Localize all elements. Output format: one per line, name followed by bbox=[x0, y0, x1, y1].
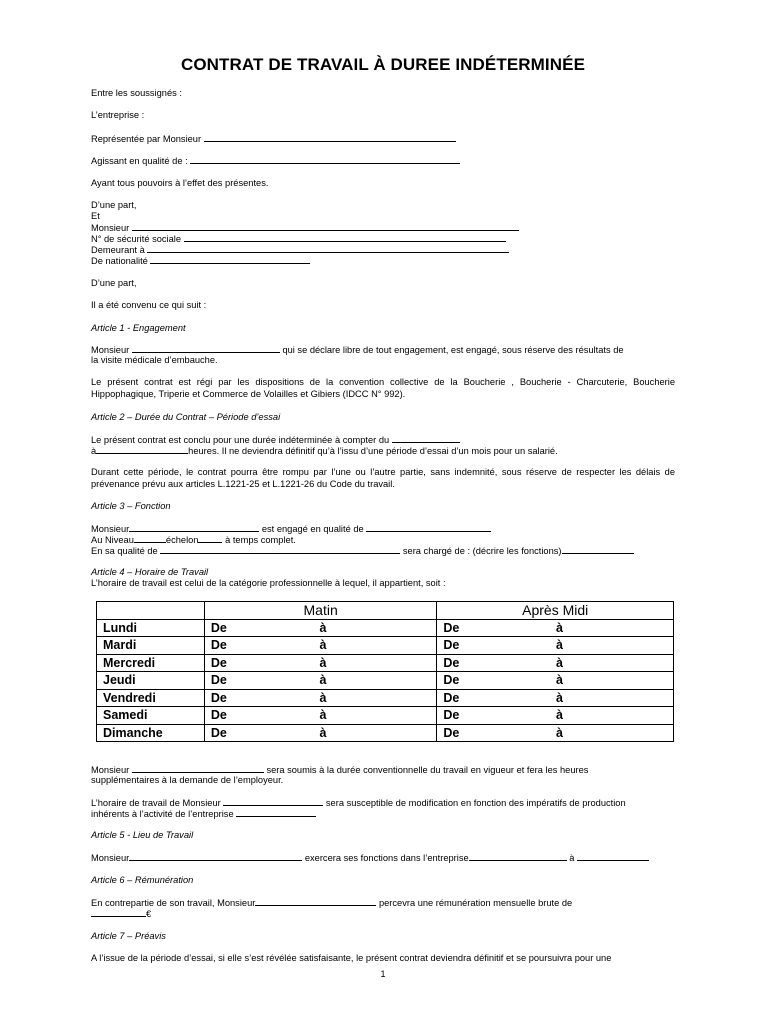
article4-monsieur: Monsieur bbox=[91, 765, 130, 775]
article2-line2 bbox=[91, 445, 558, 457]
article3-niveau-blank bbox=[134, 534, 166, 543]
article4-p2-line2 bbox=[91, 808, 316, 820]
article4-horaire-monsieur: L’horaire de travail de Monsieur bbox=[91, 798, 221, 808]
article3-charge: sera chargé de : (décrire les fonctions) bbox=[402, 546, 562, 556]
article3-desc-blank bbox=[562, 545, 634, 554]
article2-date-blank bbox=[392, 434, 460, 443]
schedule-day: Vendredi bbox=[97, 689, 205, 707]
agissant-label: Agissant en qualité de : bbox=[91, 156, 188, 166]
article4-p2-text: sera susceptible de modification en fonction des impératifs de production bbox=[325, 798, 626, 808]
schedule-apres-midi-cell[interactable]: De à bbox=[437, 619, 674, 637]
intro-convenu: Il a été convenu ce qui suit : bbox=[91, 300, 207, 310]
article5-a: à bbox=[569, 853, 575, 863]
schedule-row-mardi bbox=[97, 637, 674, 655]
schedule-apres-midi-cell[interactable]: De à bbox=[437, 689, 674, 707]
schedule-day: Mardi bbox=[97, 637, 205, 655]
representee-label: Représentée par Monsieur bbox=[91, 134, 202, 144]
secu-blank bbox=[184, 233, 506, 242]
article3-echelon: échelon bbox=[165, 535, 199, 545]
intro-pouvoirs: Ayant tous pouvoirs à l’effet des présentes. bbox=[91, 178, 269, 188]
article2-rupture: Durant cette période, le contrat pourra être rompu par l’une ou l’autre partie, sans indemnité, sous réserve de respecter les délais de prévenance prévu aux articles L.1221-25 et L.1221-26 du Code du travail. bbox=[91, 467, 675, 489]
article6-name-blank bbox=[255, 897, 376, 906]
article5-entreprise-blank bbox=[469, 852, 567, 861]
schedule-row-lundi bbox=[97, 619, 674, 637]
article1-convention: Le présent contrat est régi par les dispositions de la convention collective de la Boucherie , Boucherie - Charcuterie, Boucherie Hippophagique, Triperie et Commerce de Volailles et Gibiers (IDCC N° 992). bbox=[91, 377, 675, 399]
nationalite-blank bbox=[150, 255, 310, 264]
schedule-day: Jeudi bbox=[97, 672, 205, 690]
monsieur-blank bbox=[132, 222, 519, 231]
schedule-day: Dimanche bbox=[97, 724, 205, 742]
article1-line1-text: qui se déclare libre de tout engagement, est engagé, sous réserve des résultats de bbox=[282, 345, 624, 355]
article3-line3 bbox=[91, 545, 634, 557]
schedule-apres-midi-cell[interactable]: De à bbox=[437, 724, 674, 742]
article4-horaire-blank bbox=[223, 797, 323, 806]
representee-blank bbox=[204, 133, 456, 142]
article5-text: exercera ses fonctions dans l’entreprise bbox=[304, 853, 469, 863]
article5-lieu-blank bbox=[577, 852, 649, 861]
intro-entreprise: L’entreprise : bbox=[91, 110, 145, 120]
schedule-header-matin: Matin bbox=[204, 602, 437, 620]
intro-dune-part-1: D’une part, bbox=[91, 200, 137, 210]
schedule-matin-cell[interactable]: De à bbox=[204, 672, 437, 690]
schedule-table bbox=[96, 601, 674, 742]
article6-line2 bbox=[91, 908, 151, 920]
article1-monsieur: Monsieur bbox=[91, 345, 130, 355]
schedule-matin-cell[interactable]: De à bbox=[204, 689, 437, 707]
article1-line2: la visite médicale d’embauche. bbox=[91, 355, 218, 365]
demeurant-label: Demeurant à bbox=[91, 245, 145, 255]
agissant-blank bbox=[190, 155, 460, 164]
schedule-day: Mercredi bbox=[97, 654, 205, 672]
article3-echelon-blank bbox=[198, 534, 222, 543]
article5-name-blank bbox=[129, 852, 302, 861]
article2-line1-text: Le présent contrat est conclu pour une durée indéterminée à compter du bbox=[91, 435, 390, 445]
schedule-row-samedi bbox=[97, 707, 674, 725]
intro-representee bbox=[91, 133, 456, 145]
nationalite-label: De nationalité bbox=[91, 256, 148, 266]
article2-line2-text: heures. Il ne deviendra définitif qu’à l’issu d’une période d’essai d’un mois pour un salarié. bbox=[188, 446, 558, 456]
article4-heading: Article 4 – Horaire de Travail bbox=[91, 567, 209, 577]
article7-heading: Article 7 – Préavis bbox=[91, 931, 166, 941]
intro-dune-part-2: D’une part, bbox=[91, 278, 137, 288]
article5-monsieur: Monsieur bbox=[91, 853, 130, 863]
article6-amount-blank bbox=[91, 908, 146, 917]
intro-et: Et bbox=[91, 211, 100, 221]
article3-qualite: est engagé en qualité de bbox=[261, 524, 364, 534]
article4-entreprise-blank bbox=[236, 808, 316, 817]
schedule-matin-cell[interactable]: De à bbox=[204, 724, 437, 742]
schedule-matin-cell[interactable]: De à bbox=[204, 619, 437, 637]
article7-line1: A l’issue de la période d’essai, si elle s’est révélée satisfaisante, le présent contrat deviendra définitif et se poursuivra pour une bbox=[91, 953, 612, 963]
schedule-matin-cell[interactable]: De à bbox=[204, 637, 437, 655]
schedule-header-apres-midi: Après Midi bbox=[437, 602, 674, 620]
page-title: CONTRAT DE TRAVAIL À DUREE INDÉTERMINÉE bbox=[180, 55, 586, 74]
article3-name-blank bbox=[129, 523, 259, 532]
article6-line1 bbox=[91, 897, 572, 909]
schedule-apres-midi-cell[interactable]: De à bbox=[437, 672, 674, 690]
intro-agissant bbox=[91, 155, 460, 167]
schedule-matin-cell[interactable]: De à bbox=[204, 654, 437, 672]
article6-remuneration: percevra une rémunération mensuelle brute de bbox=[378, 898, 573, 908]
schedule-apres-midi-cell[interactable]: De à bbox=[437, 654, 674, 672]
schedule-row-jeudi bbox=[97, 672, 674, 690]
schedule-matin-cell[interactable]: De à bbox=[204, 707, 437, 725]
article6-text: En contrepartie de son travail, Monsieur bbox=[91, 898, 256, 908]
monsieur-label: Monsieur bbox=[91, 223, 130, 233]
intro-nationalite bbox=[91, 255, 310, 267]
article1-blank bbox=[132, 344, 280, 353]
article2-a: à bbox=[91, 446, 97, 456]
article3-temps: à temps complet. bbox=[225, 535, 296, 545]
article5-line1 bbox=[91, 852, 649, 864]
article3-niveau: Au Niveau bbox=[91, 535, 134, 545]
article4-name-blank bbox=[132, 764, 264, 773]
schedule-corner bbox=[97, 602, 205, 620]
article4-p1-text: sera soumis à la durée conventionnelle du travail en vigueur et fera les heures bbox=[266, 765, 589, 775]
article3-fonction-blank bbox=[160, 545, 400, 554]
article3-monsieur: Monsieur bbox=[91, 524, 130, 534]
schedule-row-dimanche bbox=[97, 724, 674, 742]
article4-intro: L’horaire de travail est celui de la catégorie professionnelle à lequel, il appartient, soit : bbox=[91, 578, 446, 588]
schedule-header-row bbox=[97, 602, 674, 620]
secu-label: N° de sécurité sociale bbox=[91, 234, 182, 244]
schedule-day: Samedi bbox=[97, 707, 205, 725]
schedule-apres-midi-cell[interactable]: De à bbox=[437, 637, 674, 655]
article3-qualite-blank bbox=[366, 523, 491, 532]
article6-heading: Article 6 – Rémunération bbox=[91, 875, 194, 885]
article4-inherents: inhérents à l’activité de l’entreprise bbox=[91, 809, 234, 819]
schedule-day: Lundi bbox=[97, 619, 205, 637]
schedule-apres-midi-cell[interactable]: De à bbox=[437, 707, 674, 725]
article5-heading: Article 5 - Lieu de Travail bbox=[91, 830, 194, 840]
article3-heading: Article 3 – Fonction bbox=[91, 501, 171, 511]
schedule-row-mercredi bbox=[97, 654, 674, 672]
euro-symbol: € bbox=[146, 909, 152, 919]
article1-heading: Article 1 - Engagement bbox=[91, 323, 186, 333]
schedule-row-vendredi bbox=[97, 689, 674, 707]
article3-en-sa-qualite: En sa qualité de bbox=[91, 546, 158, 556]
page-number: 1 bbox=[380, 969, 386, 979]
article4-p1-line2: supplémentaires à la demande de l’employeur. bbox=[91, 775, 284, 785]
intro-entre: Entre les soussignés : bbox=[91, 88, 182, 98]
article2-heading: Article 2 – Durée du Contrat – Période d’essai bbox=[91, 412, 281, 422]
article2-hour-blank bbox=[96, 445, 188, 454]
demeurant-blank bbox=[147, 244, 509, 253]
